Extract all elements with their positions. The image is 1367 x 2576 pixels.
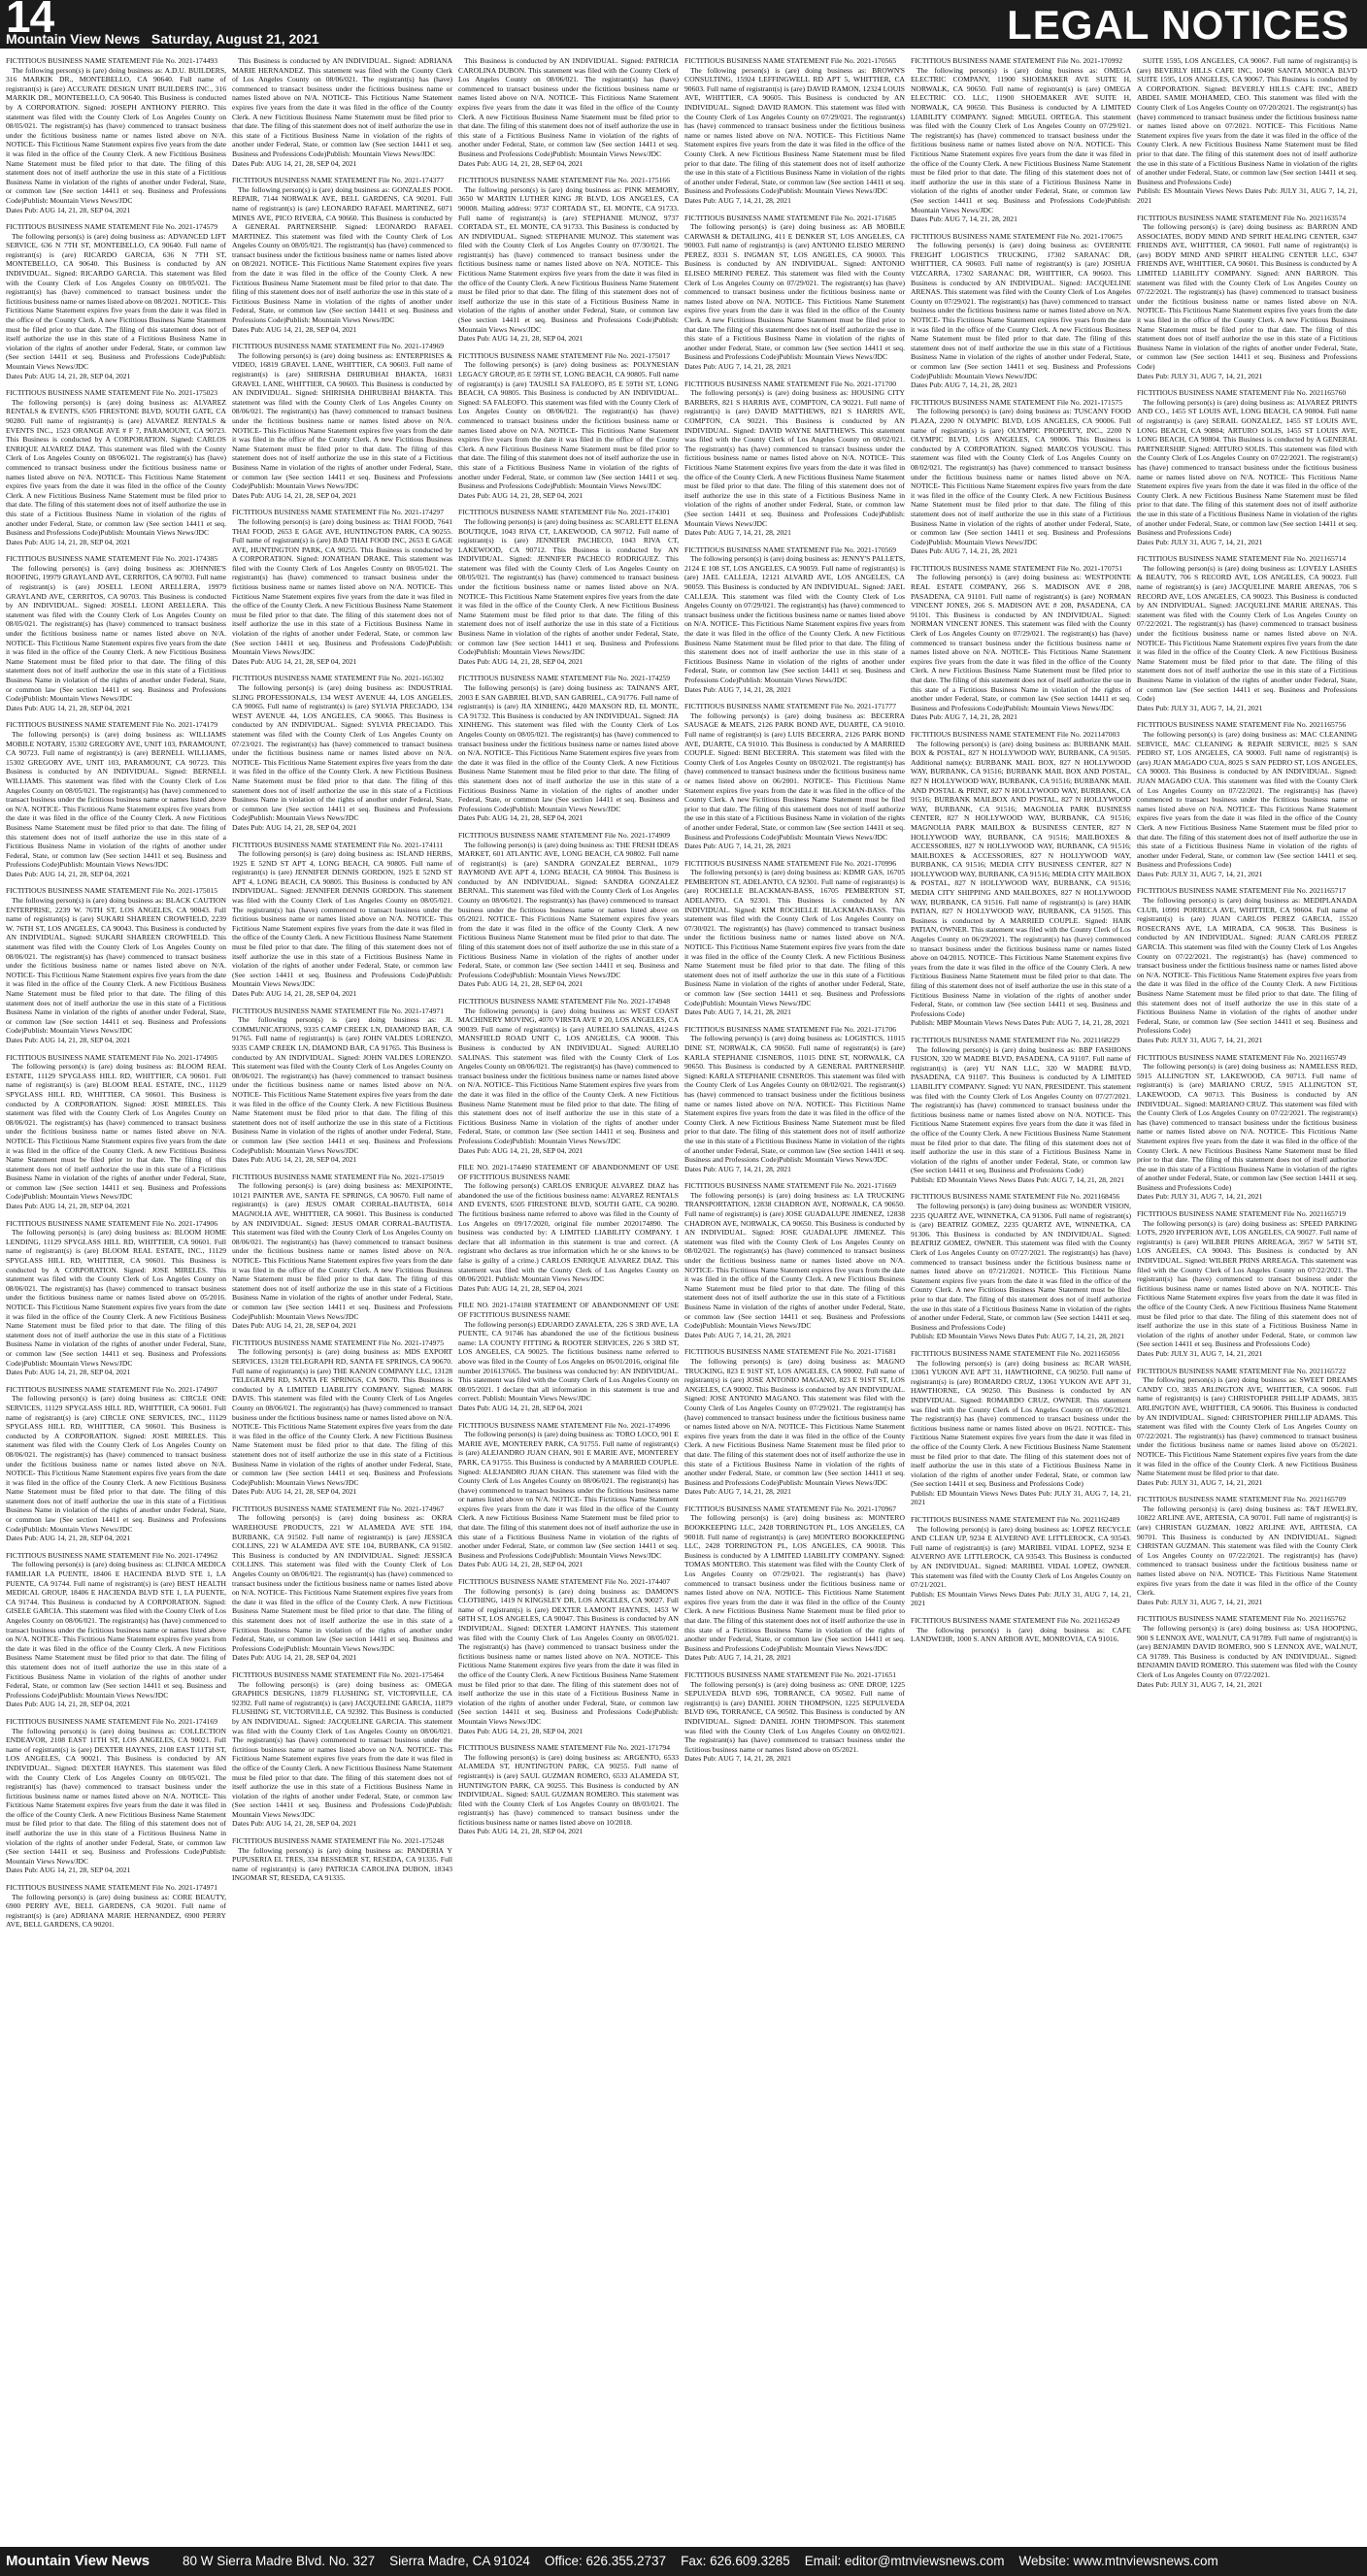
notice-heading: FICTITIOUS BUSINESS NAME STATEMENT File No. 2021165717 xyxy=(1137,886,1347,896)
legal-notice xyxy=(684,859,905,1017)
notice-body: The following person(s) is (are) doing business as: MAGNO TRUCKING, 823 E 91ST ST, LOS ANGELES, CA 90002. Full name of registrant(s) is (are) JOSE ANTONIO MAGANO, 823 E 91ST ST, LOS ANGELES, CA 90002. This Business is conducted by AN INDIVIDUAL. Signed: JOSE ANTONIO MAGANO. This statement was filed with the County Clerk of Los Angeles County on 07/29/021. The registrant(s) has (have) commenced to transact business under the fictitious business name or names listed above on N/A. NOTICE- This Fictitious Name Statement expires five years from the date it was filed in the office of the County Clerk. A new Fictitious Business Name Statement must be filed prior to that date. The filing of this statement does not of itself authorize the use in this state of a Fictitious Business Name in violation of the rights of another under Federal, State, or common law (See section 14411 et seq. Business and Professions Code)Publish: Mountain Views News/JDC xyxy=(684,1356,905,1487)
notice-body: The following person(s) is (are) doing business as: T&T JEWELRY, 10822 ARLINE AVE, ARTESIA, CA 90701. Full name of registrant(s) is (are) CHRISTAN GUZMAN, 10822 ARLINE AVE, ARTESIA, CA 90701. This Business is conducted by AN INDIVIDUAL. Signed: CHRISTAN GUZMAN. This statement was filed with the County Clerk of Los Angeles County on 07/22/2021. The registrant(s) has (have) commenced to transact business under the fictitious business name or names listed above on N/A. NOTICE- This Fictitious Name Statement expires five years from the date it was filed in the office of the County Clerk. xyxy=(1137,1503,1357,1598)
legal-notice xyxy=(232,1836,452,1883)
legal-notice xyxy=(6,1717,226,1875)
notice-body: The following person(s) is (are) doing business as: ARGENTO, 6533 ALAMEDA ST, HUNTINGTON PARK, CA 90255. Full name of registrant(s) is (are) SAUL GUZMAN ROMERO, 6533 ALAMEDA ST, HUNTINGTON PARK, CA 90255. This Business is conducted by AN INDIVIDUAL. Signed: SAUL GUZMAN ROMERO. This statement was filed with the County Clerk of Los Angeles County on 08/03/021. The registrant(s) has (have) commenced to transact business under the fictitious business name or names listed above on 10/2018. xyxy=(458,1752,679,1827)
notice-body: The following person(s) is (are) doing business as: MONTERO BOOKKEEPING LLC, 2428 TORRINGTON PL, LOS ANGELES, CA 90018. Full name of registrant(s) is (are) MONTERO BOOKKEEPING LLC, 2428 TORRINGTON PL, LOS ANGELES, CA 90018. This Business is conducted by A LIMITED LIABILITY COMPANY. Signed: TOMAS MONTERO. This statement was filed with the County Clerk of Los Angeles County on 07/29/021. The registrant(s) has (have) commenced to transact business under the fictitious business name or names listed above on N/A. NOTICE- This Fictitious Name Statement expires five years from the date it was filed in the office of the County Clerk. A new Fictitious Business Name Statement must be filed prior to that date. The filing of this statement does not of itself authorize the use in this state of a Fictitious Business Name in violation of the rights of another under Federal, State, or common law (See section 14411 et seq. Business and Professions Code)Publish: Mountain Views News/JDC xyxy=(684,1513,905,1653)
notice-heading: FICTITIOUS BUSINESS NAME STATEMENT File No. 2021-175019 xyxy=(232,1172,445,1181)
notice-column xyxy=(232,56,452,2543)
legal-notice xyxy=(6,720,226,878)
legal-notice xyxy=(684,214,905,372)
footer-contact xyxy=(183,2553,1218,2570)
notice-publication-dates: Dates Pub: AUG 14, 21, 28, SEP 04, 2021 xyxy=(6,1700,131,1709)
notice-column xyxy=(911,56,1131,2543)
notice-publication-dates: Dates Pub: AUG 14, 21, 28, SEP 04, 2021 xyxy=(232,1653,357,1663)
notice-publication-dates: Dates Pub: AUG 14, 21, 28, SEP 04, 2021 xyxy=(232,158,357,168)
notice-publication-dates: Publish: ED Mountain Views News Dates Pub: AUG 7, 14, 21, 28, 2021 xyxy=(911,1174,1125,1184)
notice-heading: FICTITIOUS BUSINESS NAME STATEMENT File No. 2021-171669 xyxy=(684,1181,897,1191)
notice-body: The following person(s) is (are) doing business as: JOHNNIE'S ROOFING, 19979 GRAYLAND AVE, CERRITOS, CA 90703. Full name of registrant(s) is (are) JOSELL LEONI ARELLERA, 19979 GRAYLAND AVE, CERRITOS, CA 90703. This Business is conducted by AN INDIVIDUAL. Signed: JOSELL LEONI ARELLERA. This statement was filed with the County Clerk of Los Angeles County on 08/05/021. The registrant(s) has (have) commenced to transact business under the fictitious business name or names listed above on N/A. NOTICE- This Fictitious Name Statement expires five years from the date it was filed in the office of the County Clerk. A new Fictitious Business Name Statement must be filed prior to that date. The filing of this statement does not of itself authorize the use in this state of a Fictitious Business Name in violation of the rights of another under Federal, State, or common law (See section 14411 et seq. Business and Professions Code)Publish: Mountain Views News/JDC xyxy=(6,563,226,704)
legal-notice xyxy=(684,702,905,851)
notice-heading: FICTITIOUS BUSINESS NAME STATEMENT File No. 2021-171794 xyxy=(458,1743,671,1753)
notice-heading: FICTITIOUS BUSINESS NAME STATEMENT File No. 2021-174297 xyxy=(232,508,445,517)
notice-body: The following person(s) is (are) doing business as: RCAR WASH, 13061 YUKON AVE APT 31, HAWTHORNE, CA 90250. Full name of registrant(s) is (are) ROMARDO CRUZ, 13061 YUKON AVE APT 31, HAWTHORNE, CA 90250. This Business is conducted by AN INDIVIDUAL. Signed: ROMARDO CRUZ, OWNER. This statement was filed with the County Clerk of Los Angeles County on 07/06/2021. The registrant(s) has (have) commenced to transact business under the fictitious business name or names listed above on 06/21. NOTICE- This Fictitious Name Statement expires five years from the date it was filed in the office of the County Clerk. A new Fictitious Business Name Statement must be filed prior to that date. The filing of this statement does not of itself authorize the use in this state of a Fictitious Business Name in violation of the rights of another under Federal, State, or common law (See section 14411 et seq. Business and Professions Code) xyxy=(911,1358,1131,1489)
notice-heading: FICTITIOUS BUSINESS NAME STATEMENT File No. 2021-174975 xyxy=(232,1338,445,1347)
notice-body: The following person(s) is (are) doing business as: DAMON'S CLOTHING, 1419 N KINGSLEY DR, LOS ANGELES, CA 90027. Full name of registrant(s) is (are) DEXTER LAMONT HAYNES, 1453 W 68TH ST, LOS ANGELES, CA 90047. This Business is conducted by AN INDIVIDUAL. Signed: DEXTER LAMONT HAYNES. This statement was filed with the County Clerk of Los Angeles County on 08/05/021. The registrant(s) has (have) commenced to transact business under the fictitious business name or names listed above on N/A. NOTICE- This Fictitious Name Statement expires five years from the date it was filed in the office of the County Clerk. A new Fictitious Business Name Statement must be filed prior to that date. The filing of this statement does not of itself authorize the use in this state of a Fictitious Business Name in violation of the rights of another under Federal, State, or common law (See section 14411 et seq. Business and Professions Code)Publish: Mountain Views News/JDC xyxy=(458,1586,679,1726)
section-title: LEGAL NOTICES xyxy=(1007,2,1350,48)
legal-notice xyxy=(232,1504,452,1663)
legal-notice xyxy=(684,56,905,206)
legal-notice xyxy=(911,1349,1131,1507)
notice-heading: FILE NO. 2021-174188 STATEMENT OF ABANDONMENT OF USE OF FICTITIOUS BUSINESS NAME xyxy=(458,1301,679,1319)
notice-body: The following person(s) is (are) doing business as: COLLECTION ENDEAVOR, 2108 EAST 11TH ST, LOS ANGELES, CA 90021. Full name of registrant(s) is (are) DEXTER HAYNES, 2108 EAST 11TH ST, LOS ANGELES, CA 90021. This Business is conducted by AN INDIVIDUAL. Signed: DEXTER HAYNES. This statement was filed with the County Clerk of Los Angeles County on 08/05/021. The registrant(s) has (have) commenced to transact business under the fictitious business name or names listed above on N/A. NOTICE- This Fictitious Name Statement expires five years from the date it was filed in the office of the County Clerk. A new Fictitious Business Name Statement must be filed prior to that date. The filing of this statement does not of itself authorize the use in this state of a Fictitious Business Name in violation of the rights of another under Federal, State, or common law (See section 14411 et seq. Business and Professions Code)Publish: Mountain Views News/JDC xyxy=(6,1726,226,1866)
legal-notice xyxy=(458,1301,679,1412)
notice-body: The following person(s) is (are) doing business as: WESTPOINTE REAL ESTATE COMPANY, 266 S. MADISON AVE # 208, PASADENA, CA 91101. Full name of registrant(s) is (are) NORMAN VINCENT JONES, 266 S. MADISON AVE # 208, PASADENA, CA 91101. This Business is conducted by AN INDIVIDUAL. Signed: NORMAN VINCENT JONES. This statement was filed with the County Clerk of Los Angeles County on 07/29/021. The registrant(s) has (have) commenced to transact business under the fictitious business name or names listed above on N/A. NOTICE- This Fictitious Name Statement expires five years from the date it was filed in the office of the County Clerk. A new Fictitious Business Name Statement must be filed prior to that date. The filing of this statement does not of itself authorize the use in this state of a Fictitious Business Name in violation of the rights of another under Federal, State, or common law (See section 14411 et seq. Business and Professions Code)Publish: Mountain Views News/JDC xyxy=(911,573,1131,712)
notice-publication-dates: Dates Pub: JULY 31, AUG 7, 14, 21, 2021 xyxy=(1137,1348,1263,1358)
legal-notice xyxy=(6,56,226,215)
legal-notice xyxy=(911,398,1131,556)
notice-publication-dates: Publish: ES Mountain Views News Dates Pub: JULY 31, AUG 7, 14, 21, 2021 xyxy=(1137,186,1357,205)
issue-date: Saturday, August 21, 2021 xyxy=(150,31,319,47)
notice-heading: FICTITIOUS BUSINESS NAME STATEMENT File No. 2021165756 xyxy=(1137,720,1347,730)
legal-notice xyxy=(6,1219,226,1377)
legal-notice xyxy=(1137,214,1357,381)
notice-heading: FICTITIOUS BUSINESS NAME STATEMENT File No. 2021-174906 xyxy=(6,1218,218,1228)
notice-publication-dates: Dates Pub: JULY 31, AUG 7, 14, 21, 2021 xyxy=(1137,703,1263,712)
legal-notice xyxy=(684,1181,905,1339)
notice-heading: FICTITIOUS BUSINESS NAME STATEMENT File No. 2021-170996 xyxy=(684,858,897,868)
notice-body: The following person(s) is (are) doing business as: PANDERIA Y PUPUSERIA EL TRES, 334 BESSEMER ST, RESEDA, CA 91335. Full name of registrant(s) is (are) PATRICIA CAROLINA DUBON, 18343 INGOMAR ST, RESEDA, CA 91335. xyxy=(232,1845,452,1883)
notice-publication-dates: Dates Pub: JULY 31, AUG 7, 14, 21, 2021 xyxy=(1137,537,1263,546)
notice-publication-dates: Dates Pub: AUG 14, 21, 28, SEP 04, 2021 xyxy=(6,1368,131,1377)
notice-publication-dates: Dates Pub: JULY 31, AUG 7, 14, 21, 2021 xyxy=(1137,1035,1263,1044)
notice-heading: FICTITIOUS BUSINESS NAME STATEMENT File No. 2021-174111 xyxy=(232,840,444,849)
notice-publication-dates: Dates Pub: AUG 14, 21, 28, SEP 04, 2021 xyxy=(458,1827,583,1836)
notice-publication-dates: Dates Pub: AUG 7, 14, 21, 28, 2021 xyxy=(911,712,1017,722)
notice-body: The following person(s) is (are) doing business as: WILLIAMS MOBILE NOTARY, 15302 GREGORY AVE, UNIT 103, PARAMOUNT, CA 90723. Full name of registrant(s) is (are) BERNELL WILLIAMS, 15302 GREGORY AVE, UNIT 103, PARAMOUNT, CA 90723. This Business is conducted by AN INDIVIDUAL. Signed: BERNELL WILLIAMS. This statement was filed with the County Clerk of Los Angeles County on 08/05/021. The registrant(s) has (have) commenced to transact business under the fictitious business name or names listed above on N/A. NOTICE- This Fictitious Name Statement expires five years from the date it was filed in the office of the County Clerk. A new Fictitious Business Name Statement must be filed prior to that date. The filing of this statement does not of itself authorize the use in this state of a Fictitious Business Name in violation of the rights of another under Federal, State, or common law (See section 14411 et seq. Business and Professions Code)Publish: Mountain Views News/JDC xyxy=(6,729,226,870)
notice-body: The following person(s) is (are) doing business as: ALVAREZ RENTALS & EVENTS, 6505 FIRESTONE BLVD, SOUTH GATE, CA 90280. Full name of registrant(s) is (are) ALVAREZ RENTALS & EVENTS INC., 1523 ORANGE AVE # F 7, PARAMOUNT, CA 90723. This Business is conducted by A CORPORATION. Signed: CARLOS ENRIQUE ALVAREZ DIAZ. This statement was filed with the County Clerk of Los Angeles County on 08/06/021. The registrant(s) has (have) commenced to transact business under the fictitious business name or names listed above on N/A. NOTICE- This Fictitious Name Statement expires five years from the date it was filed in the office of the County Clerk. A new Fictitious Business Name Statement must be filed prior to that date. The filing of this statement does not of itself authorize the use in this state of a Fictitious Business Name in violation of the rights of another under Federal, State, or common law (See section 14411 et seq. Business and Professions Code)Publish: Mountain Views News/JDC xyxy=(6,397,226,538)
notice-heading: FICTITIOUS BUSINESS NAME STATEMENT File No. 2021-170675 xyxy=(911,231,1123,241)
notice-body: The following person(s) is (are) doing business as: LOVELY LASHES & BEAUTY, 706 S RECORD AVE, LOS ANGELES, CA 90023. Full name of registrant(s) is (are) JACQUELINE MARIE ARENAS, 706 S RECORD AVE, LOS ANGELES, CA 90023. This Business is conducted by AN INDIVIDUAL. Signed: JACQUELINE MARIE ARENAS. This statement was filed with the County Clerk of Los Angeles County on 07/22/2021. The registrant(s) has (have) commenced to transact business under the fictitious business name or names listed above on N/A. NOTICE- This Fictitious Name Statement expires five years from the date it was filed in the office of the County Clerk. A new Fictitious Business Name Statement must be filed prior to that date. The filing of this statement does not of itself authorize the use in this state of a Fictitious Business Name in violation of the rights of another under Federal, State, or common law (See section 14411 et seq. Business and Professions Code) xyxy=(1137,563,1357,704)
notice-heading: FICTITIOUS BUSINESS NAME STATEMENT File No. 2021-174377 xyxy=(232,176,445,185)
notice-body: The following person(s) is (are) doing business as: BARRON AND ASSOCIATES, BODY MIND AND SPIRIT HEALING CENTER, 6347 FRIENDS AVE, WHITTIER, CA 90601. Full name of registrant(s) is (are) BODY MIND AND SPIRIT HEALING CENTER LLC, 6347 FRIENDS AVE, WHITTIER, CA 90601. This Business is conducted by A LIMITED LIABILITY COMPANY. Signed: ANN BARRON. This statement was filed with the County Clerk of Los Angeles County on 07/22/2021. The registrant(s) has (have) commenced to transact business under the fictitious business name or names listed above on N/A. NOTICE- This Fictitious Name Statement expires five years from the date it was filed in the office of the County Clerk. A new Fictitious Business Name Statement must be filed prior to that date. The filing of this statement does not of itself authorize the use in this state of a Fictitious Business Name in violation of the rights of another under Federal, State, or common law (See section 14411 et seq. Business and Professions Code) xyxy=(1137,222,1357,371)
notice-heading: FICTITIOUS BUSINESS NAME STATEMENT File No. 2021-171575 xyxy=(911,397,1123,407)
legal-notice xyxy=(232,1172,452,1331)
notice-publication-dates: Dates Pub: AUG 14, 21, 28, SEP 04, 2021 xyxy=(458,656,583,666)
notice-body: The following person(s) is (are) doing business as: ISLAND HERBS, 1925 E 52ND ST APT 4, LONG BEACH, CA 90805. Full name of registrant(s) is (are) JENNIFER DENNIS GORDON, 1925 E 52ND ST APT 4, LONG BEACH, CA 90805. This Business is conducted by AN INDIVIDUAL. Signed: JENNIFER DENNIS GORDON. This statement was filed with the County Clerk of Los Angeles County on 08/05/021. The registrant(s) has (have) commenced to transact business under the fictitious business name or names listed above on N/A. NOTICE- This Fictitious Name Statement expires five years from the date it was filed in the office of the County Clerk. A new Fictitious Business Name Statement must be filed prior to that date. The filing of this statement does not of itself authorize the use in this state of a Fictitious Business Name in violation of the rights of another under Federal, State, or common law (See section 14411 et seq. Business and Professions Code)Publish: Mountain Views News/JDC xyxy=(232,849,452,989)
notice-column xyxy=(684,56,905,2543)
notice-body: The following person(s) is (are) doing business as: BURBANK MAIL BOX & POSTAL, 827 N HOLLYWOOD WAY, BURBANK, CA 91505. Additional name(s): BURBANK MAIL BOX, 827 N HOLLYWOOD WAY, BURBANK, CA 91516; BURBANK MAIL BOX AND POSTAL, 827 N HOLLYWOOD WAY, BURBANK, CA 91516; BURBANK MAIL AND POSTAL & PRINT, 827 N HOLLYWOOD WAY, BURBANK, CA 91516; BURBANK MAILBOX AND POSTAL, 827 N HOLLYWOOD WAY, BURBANK, CA 91516; MAGNOLIA PARK BUSINESS CENTER, 827 N HOLLYWOOD WAY, BURBANK, CA 91516; MAGNOLIA PARK MAILBOX & BUSINESS CENTER, 827 N HOLLYWOOD WAY, BURBANK, CA 91516; MAILBOXES & ACCESSORIES, 827 N HOLLYWOOD WAY, BURBANK, CA 91516; MAILBOXES & ACCESSORIES, 827 N HOLLYWOOD WAY, BURBANK, CA 91516; MEDIA CITY BUSINESS CENTER, 827 N HOLLYWOOD WAY, BURBANK, CA 91516; MEDIA CITY MAILBOX & POSTAL, 827 N HOLLYWOOD WAY, BURBANK, CA 91516; MEDIA CITY SHIPPING AND MAILBOXES, 827 N HOLLYWOOD WAY, BURBANK, CA 91516. Full name of registrant(s) is (are) HAIK PATIAN, 827 N HOLLYWOOD WAY, BURBANK, CA 91505. This Business is conducted by A MARRIED COUPLE. Signed: HAIK PATIAN, OWNER. This statement was filed with the County Clerk of Los Angeles County on 06/29/2021. The registrant(s) has (have) commenced to transact business under the fictitious business name or names listed above on 04/2015. NOTICE- This Fictitious Name Statement expires five years from the date it was filed in the office of the County Clerk. A new Fictitious Business Name Statement must be filed prior to that date. The filing of this statement does not of itself authorize the use in this state of a Fictitious Business Name in violation of the rights of another under Federal, State, or common law (See section 14411 et seq. Business and Professions Code) xyxy=(911,739,1131,1018)
notice-heading: FICTITIOUS BUSINESS NAME STATEMENT File No. 2021-174179 xyxy=(6,720,218,730)
notice-body: The following person(s) is (are) doing business as: LA TRUCKING TRANSPORTATION, 12838 CHADRON AVE, NORWALK, CA 90650. Full name of registrant(s) is (are) JOSE GUADALUPE JIMENEZ, 12838 CHADRON AVE, NORWALK, CA 90650. This Business is conducted by AN INDIVIDUAL. Signed: JOSE GUADALUPE JIMENEZ. This statement was filed with the County Clerk of Los Angeles County on 08/02/021. The registrant(s) has (have) commenced to transact business under the fictitious business name or names listed above on N/A. NOTICE- This Fictitious Name Statement expires five years from the date it was filed in the office of the County Clerk. A new Fictitious Business Name Statement must be filed prior to that date. The filing of this statement does not of itself authorize the use in this state of a Fictitious Business Name in violation of the rights of another under Federal, State, or common law (See section 14411 et seq. Business and Professions Code)Publish: Mountain Views News/JDC xyxy=(684,1190,905,1331)
legal-notice xyxy=(911,1616,1131,1644)
notice-body: The following person(s) is (are) doing business as: HOUSING CITY BARBERS, 821 S HARRIS AVE, COMPTON, CA 90221. Full name of registrant(s) is (are) DAVID MATTHEWS, 821 S HARRIS AVE, COMPTON, CA 90221. This Business is conducted by AN INDIVIDUAL. Signed: DAVID WAYNE MATTHEWS. This statement was filed with the County Clerk of Los Angeles County on 08/02/021. The registrant(s) has (have) commenced to transact business under the fictitious business name or names listed above on N/A. NOTICE- This Fictitious Name Statement expires five years from the date it was filed in the office of the County Clerk. A new Fictitious Business Name Statement must be filed prior to that date. The filing of this statement does not of itself authorize the use in this state of a Fictitious Business Name in violation of the rights of another under Federal, State, or common law (See section 14411 et seq. Business and Professions Code)Publish: Mountain Views News/JDC xyxy=(684,388,905,528)
legal-notice xyxy=(232,1338,452,1497)
notice-body: The following person(s) is (are) doing business as: OVERNITE FREIGHT LOGISTICS TRUCKING, 17302 SARANAC DR, WHITTIER, CA 90603. Full name of registrant(s) is (are) JOSHUA VIZCARRA, 17302 SARANAC DR, WHITTIER, CA 90603. This Business is conducted by AN INDIVIDUAL. Signed: JACQUELINE ARENAS. This statement was filed with the County Clerk of Los Angeles County on 07/29/021. The registrant(s) has (have) commenced to transact business under the fictitious business name or names listed above on N/A. NOTICE- This Fictitious Name Statement expires five years from the date it was filed in the office of the County Clerk. A new Fictitious Business Name Statement must be filed prior to that date. The filing of this statement does not of itself authorize the use in this state of a Fictitious Business Name in violation of the rights of another under Federal, State, or common law (See section 14411 et seq. Business and Professions Code)Publish: Mountain Views News/JDC xyxy=(911,241,1131,380)
legal-notice xyxy=(458,56,679,168)
legal-notice xyxy=(684,1025,905,1174)
notice-heading: FICTITIOUS BUSINESS NAME STATEMENT File No. 2021-175023 xyxy=(6,388,218,398)
notice-body: This Business is conducted by AN INDIVIDUAL. Signed: PATRICIA CAROLINA DUBON. This statement was filed with the County Clerk of Los Angeles County on 08/06/021. The registrant(s) has (have) commenced to transact business under the fictitious business name or names listed above on N/A. NOTICE- This Fictitious Name Statement expires five years from the date it was filed in the office of the County Clerk. A new Fictitious Business Name Statement must be filed prior to that date. The filing of this statement does not of itself authorize the use in this state of a Fictitious Business Name in violation of the rights of another under Federal, State, or common law (See section 14411 et seq. Business and Professions Code)Publish: Mountain Views News/JDC xyxy=(458,56,679,158)
notice-heading: FICTITIOUS BUSINESS NAME STATEMENT File No. 2021-170565 xyxy=(684,56,897,65)
notice-heading: FICTITIOUS BUSINESS NAME STATEMENT File No. 2021-171700 xyxy=(684,379,897,388)
legal-notice xyxy=(6,1053,226,1211)
notice-publication-dates: Publish: ES Mountain Views News Dates Pub: JULY 31, AUG 7, 14, 21, 2021 xyxy=(911,1589,1131,1608)
header-paper-date xyxy=(6,32,319,47)
legal-notice xyxy=(6,1385,226,1543)
notice-publication-dates: Dates Pub: AUG 14, 21, 28, SEP 04, 2021 xyxy=(458,334,583,344)
notice-heading: FICTITIOUS BUSINESS NAME STATEMENT File No. 2021-174259 xyxy=(458,674,671,683)
notice-publication-dates: Dates Pub: AUG 14, 21, 28, SEP 04, 2021 xyxy=(458,1145,583,1155)
notice-heading: FICTITIOUS BUSINESS NAME STATEMENT File No. 2021-175248 xyxy=(232,1836,445,1846)
notice-publication-dates: Dates Pub: AUG 7, 14, 21, 28, 2021 xyxy=(684,528,791,538)
legal-notice xyxy=(232,841,452,999)
legal-notice xyxy=(458,1421,679,1570)
notice-heading: FICTITIOUS BUSINESS NAME STATEMENT File No. 2021-174905 xyxy=(6,1052,218,1062)
notice-body: The following person(s) is (are) doing business as: JENNY'S PALLETS, 2124 E 108 ST, LOS ANGELES, CA 90059. Full name of registrant(s) is (are) JAEL CALLEJA, 12121 ALVARD AVE, LOS ANGELES, CA 90059. This Business is conducted by AN INDIVIDUAL. Signed: JAEL CALLEJA. This statement was filed with the County Clerk of Los Angeles County on 07/29/021. The registrant(s) has (have) commenced to transact business under the fictitious business name or names listed above on N/A. NOTICE- This Fictitious Name Statement expires five years from the date it was filed in the office of the County Clerk. A new Fictitious Business Name Statement must be filed prior to that date. The filing of this statement does not of itself authorize the use in this state of a Fictitious Business Name in violation of the rights of another under Federal, State, or common law (See section 14411 et seq. Business and Professions Code)Publish: Mountain Views News/JDC xyxy=(684,554,905,684)
legal-notice xyxy=(911,232,1131,390)
notice-heading: FICTITIOUS BUSINESS NAME STATEMENT File No. 2021165760 xyxy=(1137,388,1347,398)
notice-body: The following person(s) is (are) doing business as: ADVANCED LIFT SERVICE, 636 N 7TH ST, MONTEBELLO, CA 90640. Full name of registrant(s) is (are) RICARDO GARCIA, 636 N 7TH ST, MONTEBELLO, CA 90640. This Business is conducted by AN INDIVIDUAL. Signed: RICARDO GARCIA. This statement was filed with the County Clerk of Los Angeles County on 08/05/021. The registrant(s) has (have) commenced to transact business under the fictitious business name or names listed above on 08/2021. NOTICE- This Fictitious Name Statement expires five years from the date it was filed in the office of the County Clerk. A new Fictitious Business Name Statement must be filed prior to that date. The filing of this statement does not of itself authorize the use in this state of a Fictitious Business Name in violation of the rights of another under Federal, State, or common law (See section 14411 et seq. Business and Professions Code)Publish: Mountain Views News/JDC xyxy=(6,231,226,371)
page-number: 14 xyxy=(6,0,54,42)
notice-publication-dates: Dates Pub: AUG 14, 21, 28, SEP 04, 2021 xyxy=(232,822,357,832)
legal-notice xyxy=(911,1036,1131,1185)
page-header xyxy=(0,0,1367,49)
notice-publication-dates: Dates Pub: JULY 31, AUG 7, 14, 21, 2021 xyxy=(1137,1477,1263,1487)
notice-body: The following person(s) is (are) doing business as: ONE DROP, 1225 SEPULVEDA BLVD 696, TORRANCE, CA 90502. Full name of registrant(s) is (are) DANIEL JOHN THOMPSON, 1225 SEPULVEDA BLVD 696, TORRANCE, CA 90502. This Business is conducted by AN INDIVIDUAL. Signed: DANIEL JOHN THOMPSON. This statement was filed with the County Clerk of Los Angeles County on 08/02/021. The registrant(s) has (have) commenced to transact business under the fictitious business name or names listed above on 05/2021. xyxy=(684,1679,905,1754)
notice-body: The following person(s) is (are) doing business as: CORE BEAUTY, 6900 PERRY AVE, BELL GARDENS, CA 90201. Full name of registrant(s) is (are) ADRIANA MARIE HERNANDEZ, 6900 PERRY AVE, BELL GARDENS, CA 90201. xyxy=(6,1892,226,1930)
footer-address: 80 W Sierra Madre Blvd. No. 327 xyxy=(183,2554,376,2568)
notice-body: SUITE 1595, LOS ANGELES, CA 90067. Full name of registrant(s) is (are) BEVERLY HILLS CAFE INC, 10490 SANTA MONICA BLVD SUITE 1595, LOS ANGELES, CA 90067. This Business is conducted by A CORPORATION. Signed: BEVERLY HILLS CAFE INC, ABED ABDEL SAMIE MOHAMED, CEO. This statement was filed with the County Clerk of Los Angeles County on 07/20/2021. The registrant(s) has (have) commenced to transact business under the fictitious business name or names listed above on 07/2021. NOTICE- This Fictitious Name Statement expires five years from the date it was filed in the office of the County Clerk. A new Fictitious Business Name Statement must be filed prior to that date. The filing of this statement does not of itself authorize the use in this state of a Fictitious Business Name in violation of the rights of another under Federal, State, or common law (See section 14411 et seq. Business and Professions Code) xyxy=(1137,56,1357,186)
notice-heading: FICTITIOUS BUSINESS NAME STATEMENT File No. 2021-171651 xyxy=(684,1669,897,1679)
notice-body: The following person(s) is (are) doing business as: LOPEZ RECYCLE AND CLEAN UP, 9234 E ALVERNO AVE LITTLEROCK, CA 93543. Full name of registrant(s) is (are) MARIBEL VIDAL LOPEZ, 9234 E ALVERNO AVE LITTLEROCK, CA 93543. This Business is conducted by AN INDIVIDUAL. Signed: MARIBEL VIDAL LOPEZ, OWNER. This statement was filed with the County Clerk of Los Angeles County on 07/21/2021. xyxy=(911,1524,1131,1590)
notice-publication-dates: Dates Pub: AUG 7, 14, 21, 28, 2021 xyxy=(684,195,791,205)
notice-heading: FICTITIOUS BUSINESS NAME STATEMENT File No. 2021-174579 xyxy=(6,222,218,232)
notice-body: The following person(s) is (are) doing business as: MEDIPLANADA CLUB, 10991 PORRECA AVE, WHITTIER, CA 90604. Full name of registrant(s) is (are) JUAN CARLOS PEREZ GARCIA, 15520 ROSECRANS AVE, LA MIRADA, CA 90638. This Business is conducted by AN INDIVIDUAL. Signed: JUAN CARLOS PEREZ GARCIA. This statement was filed with the County Clerk of Los Angeles County on 07/22/2021. The registrant(s) has (have) commenced to transact business under the fictitious business name or names listed above on N/A. NOTICE- This Fictitious Name Statement expires five years from the date it was filed in the office of the County Clerk. A new Fictitious Business Name Statement must be filed prior to that date. The filing of this statement does not of itself authorize the use in this state of a Fictitious Business Name in violation of the rights of another under Federal, State, or common law (See section 14411 et seq. Business and Professions Code) xyxy=(1137,896,1357,1036)
notice-body: The following person(s) is (are) doing business as: THE FRESH IDEAS MARKET, 601 ATLANTIC AVE, LONG BEACH, CA 90802. Full name of registrant(s) is (are) SANDRA GONZALEZ BERNAL, 1079 RAYMOND AVE APT 4, LONG BEACH, CA 90804. This Business is conducted by AN INDIVIDUAL. Signed: SANDRA GONZALEZ BERNAL. This statement was filed with the County Clerk of Los Angeles County on 08/06/021. The registrant(s) has (have) commenced to transact business under the fictitious business name or names listed above on 05/2021. NOTICE- This Fictitious Name Statement expires five years from the date it was filed in the office of the County Clerk. A new Fictitious Business Name Statement must be filed prior to that date. The filing of this statement does not of itself authorize the use in this state of a Fictitious Business Name in violation of the rights of another under Federal, State, or common law (See section 14411 et seq. Business and Professions Code)Publish: Mountain Views News/JDC xyxy=(458,840,679,979)
footer-paper-name: Mountain View News xyxy=(6,2553,150,2569)
notice-publication-dates: Dates Pub: JULY 31, AUG 7, 14, 21, 2021 xyxy=(1137,371,1263,380)
legal-notice xyxy=(232,1670,452,1829)
footer-email[interactable]: Email: editor@mtnviewsnews.com xyxy=(804,2554,1005,2568)
notice-body: The following person(s) is (are) doing business as: SCARLETT ELENA BOUTIQUE, 1043 RIVA CT, LAKEWOOD, CA 90712. Full name of registrant(s) is (are) JENNIFER PACHECO, 1043 RIVA CT, LAKEWOOD, CA 90712. This Business is conducted by AN INDIVIDUAL. Signed: JENNIFER PACHECO RODRIGUEZ. This statement was filed with the County Clerk of Los Angeles County on 08/05/021. The registrant(s) has (have) commenced to transact business under the fictitious business name or names listed above on N/A. NOTICE- This Fictitious Name Statement expires five years from the date it was filed in the office of the County Clerk. A new Fictitious Business Name Statement must be filed prior to that date. The filing of this statement does not of itself authorize the use in this state of a Fictitious Business Name in violation of the rights of another under Federal, State, or common law (See section 14411 et seq. Business and Professions Code)Publish: Mountain Views News/JDC xyxy=(458,516,679,657)
notice-publication-dates: Dates Pub: AUG 14, 21, 28, SEP 04, 2021 xyxy=(6,1202,131,1211)
notice-publication-dates: Publish: ED Mountain Views News Dates Pub: JULY 31, AUG 7, 14, 21, 2021 xyxy=(911,1488,1131,1507)
legal-notice xyxy=(6,886,226,1044)
notice-body: The following person(s) is (are) doing business as: MAC CLEANING SERVICE, MAC CLEANING & REPAIR SERVICE, 8025 S SAN PEDRO ST, LOS ANGELES, CA 90003. Full name of registrant(s) is (are) JUAN MAGADO CUA, 8025 S SAN PEDRO ST, LOS ANGELES, CA 90003. This Business is conducted by AN INDIVIDUAL. Signed: JUAN MAGADO CUA. This statement was filed with the County Clerk of Los Angeles County on 07/22/2021. The registrant(s) has (have) commenced to transact business under the fictitious business name or names listed above on N/A. NOTICE- This Fictitious Name Statement expires five years from the date it was filed in the office of the County Clerk. A new Fictitious Business Name Statement must be filed prior to that date. The filing of this statement does not of itself authorize the use in this state of a Fictitious Business Name in violation of the rights of another under Federal, State, or common law (See section 14411 et seq. Business and Professions Code) xyxy=(1137,729,1357,870)
notice-heading: FICTITIOUS BUSINESS NAME STATEMENT File No. 2021-174385 xyxy=(6,554,218,564)
footer-fax: Fax: 626.609.3285 xyxy=(681,2554,790,2568)
legal-notice xyxy=(911,1515,1131,1608)
notice-publication-dates: Dates Pub: AUG 7, 14, 21, 28, 2021 xyxy=(684,1330,791,1339)
legal-notice xyxy=(6,1883,226,1930)
notice-heading: FICTITIOUS BUSINESS NAME STATEMENT File No. 2021163574 xyxy=(1137,213,1347,222)
notice-publication-dates: Dates Pub: AUG 14, 21, 28, SEP 04, 2021 xyxy=(6,869,131,878)
notice-body: The following person(s) is (are) doing business as: BLACK CAUTION ENTERPRISE, 2239 W. 76TH ST, LOS ANGELES, CA 90043. Full name of registrant(s) is (are) SUKARI SHAREEN CROWFIELD, 2239 W. 76TH ST, LOS ANGELES, CA 90043. This Business is conducted by AN INDIVIDUAL. Signed: SUKARI SHAREEN CROWFIELD. This statement was filed with the County Clerk of Los Angeles County on 08/06/021. The registrant(s) has (have) commenced to transact business under the fictitious business name or names listed above on N/A. NOTICE- This Fictitious Name Statement expires five years from the date it was filed in the office of the County Clerk. A new Fictitious Business Name Statement must be filed prior to that date. The filing of this statement does not of itself authorize the use in this state of a Fictitious Business Name in violation of the rights of another under Federal, State, or common law (See section 14411 et seq. Business and Professions Code)Publish: Mountain Views News/JDC xyxy=(6,896,226,1036)
legal-notice xyxy=(1137,1053,1357,1203)
notice-body: The following person(s) is (are) doing business as: SWEET DREAMS CANDY CO, 3835 ARLINGTON AVE, WHITTIER, CA 90606. Full name of registrant(s) is (are) CHRISTOPHER PHILLIP ADAMS, 3835 ARLINGTON AVE, WHITTIER, CA 90606. This Business is conducted by AN INDIVIDUAL. Signed: CHRISTOPHER PHILLIP ADAMS. This statement was filed with the County Clerk of Los Angeles County on 07/22/2021. The registrant(s) has (have) commenced to transact business under the fictitious business name or names listed above on 05/2021. NOTICE- This Fictitious Name Statement expires five years from the date it was filed in the office of the County Clerk. A new Fictitious Business Name Statement must be filed prior to that date. xyxy=(1137,1375,1357,1478)
notice-heading: FICTITIOUS BUSINESS NAME STATEMENT File No. 2021168229 xyxy=(911,1035,1120,1044)
notice-body: The following person(s) is (are) doing business as: INDUSTRIAL SLING PROFESSIONALS, 134 WEST AVENUE 44, LOS ANGELES, CA 90065. Full name of registrant(s) is (are) SYLVIA PRECIADO, 134 WEST AVENUE 44, LOS ANGELES, CA 90065. This Business is conducted by AN INDIVIDUAL. Signed: SYLVIA PRECIADO. This statement was filed with the County Clerk of Los Angeles County on 07/23/021. The registrant(s) has (have) commenced to transact business under the fictitious business name or names listed above on N/A. NOTICE- This Fictitious Name Statement expires five years from the date it was filed in the office of the County Clerk. A new Fictitious Business Name Statement must be filed prior to that date. The filing of this statement does not of itself authorize the use in this state of a Fictitious Business Name in violation of the rights of another under Federal, State, or common law (See section 14411 et seq. Business and Professions Code)Publish: Mountain Views News/JDC xyxy=(232,683,452,823)
legal-notice xyxy=(1137,56,1357,206)
notice-publication-dates: Dates Pub: AUG 7, 14, 21, 28, 2021 xyxy=(911,380,1017,390)
notice-publication-dates: Dates Pub: AUG 14, 21, 28, SEP 04, 2021 xyxy=(458,1560,583,1569)
legal-notice xyxy=(232,1007,452,1165)
notice-heading: FILE NO. 2021-174490 STATEMENT OF ABANDONMENT OF USE OF FICTITIOUS BUSINESS NAME xyxy=(458,1163,679,1181)
notice-body: The following person(s) is (are) doing business as: BROWN'S CONSULTING, 15924 LEFFINGWELL RD APT 5, WHITTIER, CA 90603. Full name of registrant(s) is (are) DAVID RAMON, 12324 LOUIS AVE, WHITTIER, CA 90605. This Business is conducted by AN INDIVIDUAL. Signed: DAVID RAMON. This statement was filed with the County Clerk of Los Angeles County on 07/29/021. The registrant(s) has (have) commenced to transact business under the fictitious business name or names listed above on N/A. NOTICE- This Fictitious Name Statement expires five years from the date it was filed in the office of the County Clerk. A new Fictitious Business Name Statement must be filed prior to that date. The filing of this statement does not of itself authorize the use in this state of a Fictitious Business Name in violation of the rights of another under Federal, State, or common law (See section 14411 et seq. Business and Professions Code)Publish: Mountain Views News/JDC xyxy=(684,65,905,196)
notice-heading: FICTITIOUS BUSINESS NAME STATEMENT File No. 2021-174996 xyxy=(458,1420,671,1430)
notice-heading: FICTITIOUS BUSINESS NAME STATEMENT File No. 2021-165302 xyxy=(232,674,445,683)
notice-body: The following person(s) is (are) doing business as: SPEED PARKING LOTS, 2920 HYPERION AVE, LOS ANGELES, CA 90027. Full name of registrant(s) is (are) WILBER PRINS ARREAGA, 3957 W 54TH ST, LOS ANGELES, CA 90043. This Business is conducted by AN INDIVIDUAL. Signed: WILBER PRINS ARREAGA. This statement was filed with the County Clerk of Los Angeles County on 07/22/2021. The registrant(s) has (have) commenced to transact business under the fictitious business name or names listed above on N/A. NOTICE- This Fictitious Name Statement expires five years from the date it was filed in the office of the County Clerk. A new Fictitious Business Name Statement must be filed prior to that date. The filing of this statement does not of itself authorize the use in this state of a Fictitious Business Name in violation of the rights of another under Federal, State, or common law (See section 14411 et seq. Business and Professions Code) xyxy=(1137,1218,1357,1349)
notice-body: The following person(s) is (are) doing business as: BLOOM HOME LENDING, 11129 SPYGLASS HILL RD, WHITTIER, CA 90601. Full name of registrant(s) is (are) BLOOM REAL ESTATE, INC., 11129 SPYGLASS HILL RD, WHITTIER, CA 90601. This Business is conducted by A CORPORATION. Signed: JOSE MIRELES. This statement was filed with the County Clerk of Los Angeles County on 08/06/021. The registrant(s) has (have) commenced to transact business under the fictitious business name or names listed above on 05/2016. NOTICE- This Fictitious Name Statement expires five years from the date it was filed in the office of the County Clerk. A new Fictitious Business Name Statement must be filed prior to that date. The filing of this statement does not of itself authorize the use in this state of a Fictitious Business Name in violation of the rights of another under Federal, State, or common law (See section 14411 et seq. Business and Professions Code)Publish: Mountain Views News/JDC xyxy=(6,1228,226,1368)
legal-notice xyxy=(232,342,452,500)
legal-notice xyxy=(458,1577,679,1735)
notice-body: The following person(s) is (are) doing business as: ENTERPRISES & VIDEO, 16819 GRAVEL LANE, WHITTIER, CA 90603. Full name of registrant(s) is (are) SHIRISHA DHIRUBHAI BHAKTA, 16831 GRAVEL LANE, WHITTIER, CA 90603. This Business is conducted by AN INDIVIDUAL. Signed: SHIRISHA DHIRUBHAI BHAKTA. This statement was filed with the County Clerk of Los Angeles County on 08/06/021. The registrant(s) has (have) commenced to transact business under the fictitious business name or names listed above on N/A. NOTICE- This Fictitious Name Statement expires five years from the date it was filed in the office of the County Clerk. A new Fictitious Business Name Statement must be filed prior to that date. The filing of this statement does not of itself authorize the use in this state of a Fictitious Business Name in violation of the rights of another under Federal, State, or common law (See section 14411 et seq. Business and Professions Code)Publish: Mountain Views News/JDC xyxy=(232,350,452,491)
notice-publication-dates: Publish: MBP Mountain Views News Dates Pub: AUG 7, 14, 21, 28, 2021 xyxy=(911,1018,1130,1028)
notice-heading: FICTITIOUS BUSINESS NAME STATEMENT File No. 2021162489 xyxy=(911,1515,1120,1525)
notice-body: The following person(s) is (are) doing business as: BLOOM REAL ESTATE, 11129 SPYGLASS HILL RD, WHITTIER, CA 90601. Full name of registrant(s) is (are) BLOOM REAL ESTATE, INC., 11129 SPYGLASS HILL RD, WHITTIER, CA 90601. This Business is conducted by A CORPORATION. Signed: JOSE MIRELES. This statement was filed with the County Clerk of Los Angeles County on 08/06/021. The registrant(s) has (have) commenced to transact business under the fictitious business name or names listed above on N/A. NOTICE- This Fictitious Name Statement expires five years from the date it was filed in the office of the County Clerk. A new Fictitious Business Name Statement must be filed prior to that date. The filing of this statement does not of itself authorize the use in this state of a Fictitious Business Name in violation of the rights of another under Federal, State, or common law (See section 14411 et seq. Business and Professions Code)Publish: Mountain Views News/JDC xyxy=(6,1062,226,1202)
notice-publication-dates: Dates Pub: AUG 7, 14, 21, 28, 2021 xyxy=(684,362,791,371)
paper-name: Mountain View News xyxy=(6,31,141,47)
notice-publication-dates: Dates Pub: AUG 7, 14, 21, 28, 2021 xyxy=(684,1007,791,1017)
notice-columns xyxy=(6,56,1361,2543)
notice-body: The following person(s) EDUARDO ZAVALETA, 226 S 3RD AVE, LA PUENTE, CA 91746 has abandoned the use of the fictitious business name: LA COUNTY FITTING & ROOTER SERVICES, 226 S 3RD ST, LOS ANGELES, CA 90025. The fictitious business name referred to above was filed in the County of Los Angeles on 06/01/2016, original file number 2016137665. The business was conducted by: AN INDIVIDUAL. This statement was filed with the County Clerk of Los Angeles County on 08/05/2021. I declare that all information in this statement is true and correct. Publish: Mountain Views News/JDC xyxy=(458,1319,679,1404)
notice-body: The following person(s) is (are) doing business as: A.D.U. BUILDERS, 316 MARKIK DR., MONTEBELLO, CA 90640. Full name of registrant(s) is (are) ACCURATE DESIGN UNIT BUILDERS INC., 316 MARKIK DR., MONTEBELLO, CA 90640. This Business is conducted by A CORPORATION. Signed: JOSEPH ANTHONY PIERRO. This statement was filed with the County Clerk of Los Angeles County on 08/05/021. The registrant(s) has (have) commenced to transact business under the fictitious business name or names listed above on N/A. NOTICE- This Fictitious Name Statement expires five years from the date it was filed in the office of the County Clerk. A new Fictitious Business Name Statement must be filed prior to that date. The filing of this statement does not of itself authorize the use in this state of a Fictitious Business Name in violation of the rights of another under Federal, State, or common law (See section 14411 et seq. Business and Professions Code)Publish: Mountain Views News/JDC xyxy=(6,65,226,205)
notice-heading: FICTITIOUS BUSINESS NAME STATEMENT File No. 2021-170751 xyxy=(911,563,1123,573)
notice-body: The following person(s) is (are) doing business as: CIRCLE ONE SERVICES, 11129 SPYGLASS HILL RD, WHITTIER, CA 90601. Full name of registrant(s) is (are) CIRCLE ONE SERVICES, INC., 11129 SPYGLASS HILL RD, WHITTIER, CA 90601. This Business is conducted by A CORPORATION. Signed: JOSE MIRELES. This statement was filed with the County Clerk of Los Angeles County on 08/06/021. The registrant(s) has (have) commenced to transact business under the fictitious business name or names listed above on N/A. NOTICE- This Fictitious Name Statement expires five years from the date it was filed in the office of the County Clerk. A new Fictitious Business Name Statement must be filed prior to that date. The filing of this statement does not of itself authorize the use in this state of a Fictitious Business Name in violation of the rights of another under Federal, State, or common law (See section 14411 et seq. Business and Professions Code)Publish: Mountain Views News/JDC xyxy=(6,1394,226,1534)
notice-body: The following person(s) is (are) doing business as: PINK MEMORY, 3650 W MARTIN LUTHER KING JR BLVD, LOS ANGELES, CA 90008. Mailing address: 9737 CORTADA ST., EL MONTE, CA 91733. Full name of registrant(s) is (are) STEPHANIE MUNOZ, 9737 CORTADA ST., EL MONTE, CA 91733. This Business is conducted by AN INDIVIDUAL. Signed: STEPHANIE MUNOZ. This statement was filed with the County Clerk of Los Angeles County on 07/30/021. The registrant(s) has (have) commenced to transact business under the fictitious business name or names listed above on N/A. NOTICE- This Fictitious Name Statement expires five years from the date it was filed in the office of the County Clerk. A new Fictitious Business Name Statement must be filed prior to that date. The filing of this statement does not of itself authorize the use in this state of a Fictitious Business Name in violation of the rights of another under Federal, State, or common law (See section 14411 et seq. Business and Professions Code)Publish: Mountain Views News/JDC xyxy=(458,184,679,334)
notice-heading: FICTITIOUS BUSINESS NAME STATEMENT File No. 2021-175017 xyxy=(458,350,671,360)
notice-heading: FICTITIOUS BUSINESS NAME STATEMENT File No. 2021-174971 xyxy=(6,1883,218,1893)
notice-heading: FICTITIOUS BUSINESS NAME STATEMENT File No. 2021-174948 xyxy=(458,997,671,1006)
notice-publication-dates: Dates Pub: AUG 7, 14, 21, 28, 2021 xyxy=(684,842,791,851)
notice-body: This Business is conducted by AN INDIVIDUAL. Signed: ADRIANA MARIE HERNANDEZ. This statement was filed with the County Clerk of Los Angeles County on 08/06/021. The registrant(s) has (have) commenced to transact business under the fictitious business name or names listed above on N/A. NOTICE- This Fictitious Name Statement expires five years from the date it was filed in the office of the County Clerk. A new Fictitious Business Name Statement must be filed prior to that date. The filing of this statement does not of itself authorize the use in this state of a Fictitious Business Name in violation of the rights of another under Federal, State, or common law (See section 14411 et seq. Business and Professions Code)Publish: Mountain Views News/JDC xyxy=(232,56,452,158)
notice-publication-dates: Dates Pub: JULY 31, AUG 7, 14, 21, 2021 xyxy=(1137,1192,1263,1202)
legal-notice xyxy=(458,508,679,666)
legal-notice xyxy=(458,176,679,344)
legal-notice xyxy=(684,1347,905,1497)
notice-body: The following person(s) is (are) doing business as: NAMELESS RED, 5915 ALLINGTON ST, LAKEWOOD, CA 90713. Full name of registrant(s) is (are) MARIANO CRUZ, 5915 ALLINGTON ST, LAKEWOOD, CA 90713. This Business is conducted by AN INDIVIDUAL. Signed: MARIANO CRUZ. This statement was filed with the County Clerk of Los Angeles County on 07/22/2021. The registrant(s) has (have) commenced to transact business under the fictitious business name or names listed above on N/A. NOTICE- This Fictitious Name Statement expires five years from the date it was filed in the office of the County Clerk. A new Fictitious Business Name Statement must be filed prior to that date. The filing of this statement does not of itself authorize the use in this state of a Fictitious Business Name in violation of the rights of another under Federal, State, or common law (See section 14411 et seq. Business and Professions Code) xyxy=(1137,1062,1357,1192)
notice-heading: FICTITIOUS BUSINESS NAME STATEMENT File No. 2021-174407 xyxy=(458,1577,671,1587)
notice-body: The following person(s) is (are) doing business as: CAFE LANDWEHR, 1000 S. ANN ARBOR AVE, MONROVIA, CA 91016. xyxy=(911,1625,1131,1644)
notice-body: The following person(s) is (are) doing business as: KDMR GAS, 16705 PEMBERTON ST, ADELANTO, CA 92301. Full name of registrant(s) is (are) ROCHELLE BLACKMAN-BASS, 16705 PEMBERTON ST, ADELANTO, CA 92301. This Business is conducted by AN INDIVIDUAL. Signed: KIM ROCHELLE BLACKMAN-BASS. This statement was filed with the County Clerk of Los Angeles County on 07/30/021. The registrant(s) has (have) commenced to transact business under the fictitious business name or names listed above on N/A. NOTICE- This Fictitious Name Statement expires five years from the date it was filed in the office of the County Clerk. A new Fictitious Business Name Statement must be filed prior to that date. The filing of this statement does not of itself authorize the use in this state of a Fictitious Business Name in violation of the rights of another under Federal, State, or common law (See section 14411 et seq. Business and Professions Code)Publish: Mountain Views News/JDC xyxy=(684,868,905,1007)
notice-body: The following person(s) CARLOS ENRIQUE ALVAREZ DIAZ has abandoned the use of the fictitious business name: ALVAREZ RENTALS AND EVENTS, 6505 FIRESTONE BLVD, SOUTH GATE, CA 90280. The fictitious business name referred to above was filed in the County of Los Angeles on 09/17/2020, original file number 2020174890. The business was conducted by: A LIMITED LIABILITY COMPANY. I declare that all information in this statement is true and correct. (A registrant who declares as true information which he or she knows to be false is guilty of a crime.) CARLOS ENRIQUE ALVAREZ DIAZ. This statement was filed with the County Clerk of Los Angeles County on 08/06/2021. Publish: Mountain Views News/JDC xyxy=(458,1181,679,1284)
notice-body: The following person(s) is (are) doing business as: WONDER VISION, 2235 QUARTZ AVE, WINNETKA, CA 91306. Full name of registrant(s) is (are) BEATRIZ GOMEZ, 2235 QUARTZ AVE, WINNETKA, CA 91306. This Business is conducted by AN INDIVIDUAL. Signed: BEATRIZ GOMEZ, OWNER. This statement was filed with the County Clerk of Los Angeles County on 07/27/2021. The registrant(s) has (have) commenced to transact business under the fictitious business name or names listed above on 07/21/2021. NOTICE- This Fictitious Name Statement expires five years from the date it was filed in the office of the County Clerk. A new Fictitious Business Name Statement must be filed prior to that date. The filing of this statement does not of itself authorize the use in this state of a Fictitious Business Name in violation of the rights of another under Federal, State, or common law (See section 14411 et seq. Business and Professions Code) xyxy=(911,1202,1131,1332)
notice-heading: FICTITIOUS BUSINESS NAME STATEMENT File No. 2021165714 xyxy=(1137,554,1347,564)
legal-notice xyxy=(458,997,679,1155)
legal-notice xyxy=(6,222,226,380)
legal-notice xyxy=(684,545,905,695)
legal-notice xyxy=(458,1163,679,1293)
legal-notice xyxy=(1137,1614,1357,1689)
notice-body: The following person(s) is (are) doing business as: OKRA WAREHOUSE PRODUCTS, 221 W ALAMEDA AVE STE 104, BURBANK, CA 91502. Full name of registrant(s) is (are) JESSICA COLLINS, 221 W ALAMEDA AVE STE 104, BURBANK, CA 91502. This Business is conducted by AN INDIVIDUAL. Signed: JESSICA COLLINS. This statement was filed with the County Clerk of Los Angeles County on 08/06/021. The registrant(s) has (have) commenced to transact business under the fictitious business name or names listed above on N/A. NOTICE- This Fictitious Name Statement expires five years from the date it was filed in the office of the County Clerk. A new Fictitious Business Name Statement must be filed prior to that date. The filing of this statement does not of itself authorize the use in this state of a Fictitious Business Name in violation of the rights of another under Federal, State, or common law (See section 14411 et seq. Business and Professions Code)Publish: Mountain Views News/JDC xyxy=(232,1513,452,1653)
notice-publication-dates: Dates Pub: AUG 7, 14, 21, 28, 2021 xyxy=(684,1754,791,1764)
notice-body: The following person(s) is (are) doing business as: JL COMMUNICATIONS, 9335 CAMP CREEK LN, DIAMOND BAR, CA 91765. Full name of registrant(s) is (are) JOHN VALDES LORENZO, 9335 CAMP CREEK LN, DIAMOND BAR, CA 91765. This Business is conducted by AN INDIVIDUAL. Signed: JOHN VALDES LORENZO. This statement was filed with the County Clerk of Los Angeles County on 08/06/021. The registrant(s) has (have) commenced to transact business under the fictitious business name or names listed above on N/A. NOTICE- This Fictitious Name Statement expires five years from the date it was filed in the office of the County Clerk. A new Fictitious Business Name Statement must be filed prior to that date. The filing of this statement does not of itself authorize the use in this state of a Fictitious Business Name in violation of the rights of another under Federal, State, or common law (See section 14411 et seq. Business and Professions Code)Publish: Mountain Views News/JDC xyxy=(232,1015,452,1155)
notice-publication-dates: Dates Pub: JULY 31, AUG 7, 14, 21, 2021 xyxy=(1137,1679,1263,1689)
notice-heading: FICTITIOUS BUSINESS NAME STATEMENT File No. 2021-174969 xyxy=(232,342,445,351)
notice-heading: FICTITIOUS BUSINESS NAME STATEMENT File No. 2021-174493 xyxy=(6,56,218,65)
legal-notice xyxy=(232,176,452,334)
legal-notice xyxy=(684,1504,905,1663)
notice-heading: FICTITIOUS BUSINESS NAME STATEMENT File No. 2021-171777 xyxy=(684,702,897,711)
footer-website[interactable]: Website: www.mtnviewsnews.com xyxy=(1018,2554,1218,2568)
notice-heading: FICTITIOUS BUSINESS NAME STATEMENT File No. 2021-171685 xyxy=(684,213,897,222)
notice-body: The following person(s) is (are) doing business as: BBP FASHIONS FUSION, 320 W MADRE BLVD, PASADENA, CA 91107. Full name of registrant(s) is (are) YU NAN LLC, 320 W MADRE BLVD, PASADENA, CA 91107. This Business is conducted by A LIMITED LIABILITY COMPANY. Signed: YU NAN, PRESIDENT. This statement was filed with the County Clerk of Los Angeles County on 07/27/2021. The registrant(s) has (have) commenced to transact business under the fictitious business name or names listed above on N/A. NOTICE- This Fictitious Name Statement expires five years from the date it was filed in the office of the County Clerk. A new Fictitious Business Name Statement must be filed prior to that date. The filing of this statement does not of itself authorize the use in this state of a Fictitious Business Name in violation of the rights of another under Federal, State, or common law (See section 14411 et seq. Business and Professions Code) xyxy=(911,1044,1131,1175)
notice-body: The following person(s) is (are) doing business as: POLYNESIAN LEGACY GROUP, 85 E 59TH ST, LONG BEACH, CA 90805. Full name of registrant(s) is (are) TAUSILI SA FALEOFO, 85 E 59TH ST, LONG BEACH, CA 90805. This Business is conducted by AN INDIVIDUAL. Signed: SA FALEOFO. This statement was filed with the County Clerk of Los Angeles County on 08/06/021. The registrant(s) has (have) commenced to transact business under the fictitious business name or names listed above on N/A. NOTICE- This Fictitious Name Statement expires five years from the date it was filed in the office of the County Clerk. A new Fictitious Business Name Statement must be filed prior to that date. The filing of this statement does not of itself authorize the use in this state of a Fictitious Business Name in violation of the rights of another under Federal, State, or common law (See section 14411 et seq. Business and Professions Code)Publish: Mountain Views News/JDC xyxy=(458,360,679,491)
notice-publication-dates: Dates Pub: AUG 14, 21, 28, SEP 04, 2021 xyxy=(232,1819,357,1829)
legal-notice xyxy=(911,1192,1131,1341)
legal-notice xyxy=(1137,1495,1357,1606)
notice-body: The following person(s) is (are) doing business as: MDS EXPORT SERVICES, 13128 TELEGRAPH RD, SANTA FE SPRINGS, CA 90670. Full name of registrant(s) is (are) THE KANON COMPANY LLC, 13128 TELEGRAPH RD, SANTA FE SPRINGS, CA 90670. This Business is conducted by A LIMITED LIABILITY COMPANY. Signed: MARK DAVIS. This statement was filed with the County Clerk of Los Angeles County on 08/06/021. The registrant(s) has (have) commenced to transact business under the fictitious business name or names listed above on N/A. NOTICE- This Fictitious Name Statement expires five years from the date it was filed in the office of the County Clerk. A new Fictitious Business Name Statement must be filed prior to that date. The filing of this statement does not of itself authorize the use in this state of a Fictitious Business Name in violation of the rights of another under Federal, State, or common law (See section 14411 et seq. Business and Professions Code)Publish: Mountain Views News/JDC xyxy=(232,1347,452,1487)
notice-publication-dates: Dates Pub: AUG 7, 14, 21, 28, 2021 xyxy=(684,1487,791,1497)
page-footer xyxy=(0,2547,1367,2576)
notice-heading: FICTITIOUS BUSINESS NAME STATEMENT File No. 2021165249 xyxy=(911,1616,1120,1625)
notice-publication-dates: Dates Pub: AUG 7, 14, 21, 28, 2021 xyxy=(684,1653,791,1663)
notice-heading: FICTITIOUS BUSINESS NAME STATEMENT File No. 2021-175015 xyxy=(6,886,218,896)
notice-publication-dates: Dates Pub: AUG 14, 21, 28, SEP 04, 2021 xyxy=(6,703,131,712)
notice-body: The following person(s) is (are) doing business as: AB MOBILE CARWASH & DETAILING, 411 E DENKER ST, LOS ANGELES, CA 90003. Full name of registrant(s) is (are) ANTONIO ELISEO MERINO PEREZ, 8331 S. INGMAN ST, LOS ANGELES, CA 90003. This Business is conducted by AN INDIVIDUAL. Signed: ANTONIO ELISEO MERINO PEREZ. This statement was filed with the County Clerk of Los Angeles County on 07/29/021. The registrant(s) has (have) commenced to transact business under the fictitious business name or names listed above on N/A. NOTICE- This Fictitious Name Statement expires five years from the date it was filed in the office of the County Clerk. A new Fictitious Business Name Statement must be filed prior to that date. The filing of this statement does not of itself authorize the use in this state of a Fictitious Business Name in violation of the rights of another under Federal, State, or common law (See section 14411 et seq. Business and Professions Code)Publish: Mountain Views News/JDC xyxy=(684,222,905,362)
notice-body: The following person(s) is (are) doing business as: CLINICA MEDICA FAMILIAR LA PUENTE, 18406 E HACIENDA BLVD STE 1, LA PUENTE, CA 91744. Full name of registrant(s) is (are) BEST HEALTH MEDICAL GROUP, 18406 E HACIENDA BLVD STE 1, LA PUENTE, CA 91744. This Business is conducted by A CORPORATION. Signed: GISELE GARCIA. This statement was filed with the County Clerk of Los Angeles County on 08/06/021. The registrant(s) has (have) commenced to transact business under the fictitious business name or names listed above on N/A. NOTICE- This Fictitious Name Statement expires five years from the date it was filed in the office of the County Clerk. A new Fictitious Business Name Statement must be filed prior to that date. The filing of this statement does not of itself authorize the use in this state of a Fictitious Business Name in violation of the rights of another under Federal, State, or common law (See section 14411 et seq. Business and Professions Code)Publish: Mountain Views News/JDC xyxy=(6,1560,226,1700)
legal-notice xyxy=(232,508,452,666)
legal-notice xyxy=(684,1670,905,1764)
notice-column xyxy=(458,56,679,2543)
notice-heading: FICTITIOUS BUSINESS NAME STATEMENT File No. 2021165056 xyxy=(911,1348,1120,1358)
notice-heading: FICTITIOUS BUSINESS NAME STATEMENT File No. 2021-174907 xyxy=(6,1384,218,1394)
notice-publication-dates: Dates Pub: JULY 31, AUG 7, 14, 21, 2021 xyxy=(1137,1597,1263,1606)
notice-publication-dates: Dates Pub: AUG 14, 21, 28, SEP 04, 2021 xyxy=(232,490,357,500)
notice-heading: FICTITIOUS BUSINESS NAME STATEMENT File No. 2021-174967 xyxy=(232,1503,445,1513)
notice-publication-dates: Dates Pub: AUG 14, 21, 28, SEP 04, 2021 xyxy=(232,1155,357,1165)
notice-publication-dates: Dates Pub: AUG 14, 21, 28, SEP 04, 2021 xyxy=(232,1321,357,1331)
notice-body: The following person(s) is (are) doing business as: BECERRA SAUSAGE & MEATS, 2126 PARK BOND AVE, DUARTE, CA 91010. Full name of registrant(s) is (are) LUIS BECERRA, 2126 PARK BOND AVE, DUARTE, CA 91010. This Business is conducted by A MARRIED COUPLE. Signed: BENI BECERRA. This statement was filed with the County Clerk of Los Angeles County on 08/02/021. The registrant(s) has (have) commenced to transact business under the fictitious business name or names listed above on 06/2001. NOTICE- This Fictitious Name Statement expires five years from the date it was filed in the office of the County Clerk. A new Fictitious Business Name Statement must be filed prior to that date. The filing of this statement does not of itself authorize the use in this state of a Fictitious Business Name in violation of the rights of another under Federal, State, or common law (See section 14411 et seq. Business and Professions Code)Publish: Mountain Views News/JDC xyxy=(684,710,905,842)
legal-notice xyxy=(1137,720,1357,878)
notice-body: The following person(s) is (are) doing business as: USA HOOPING, 900 S LENNOX AVE, WALNUT, CA 91789. Full name of registrant(s) is (are) BENJAMIN DAVID ROMERO, 900 S LENNOX AVE, WALNUT, CA 91789. This Business is conducted by AN INDIVIDUAL. Signed: BENJAMIN DAVID ROMERO. This statement was filed with the County Clerk of Los Angeles County on 07/22/2021. xyxy=(1137,1624,1357,1679)
legal-notice xyxy=(911,56,1131,224)
notice-body: The following person(s) is (are) doing business as: ALVAREZ PRINTS AND CO., 1455 ST LOUIS AVE, LONG BEACH, CA 90804. Full name of registrant(s) is (are) SERAIL GONZALEZ, 1455 ST LOUIS AVE, LONG BEACH, CA 90804; ARTURO SOLIS, 1455 ST LOUIS AVE, LONG BEACH, CA 90804. This Business is conducted by A GENERAL PARTNERSHIP. Signed: ARTURO SOLIS. This statement was filed with the County Clerk of Los Angeles County on 07/22/2021. The registrant(s) has (have) commenced to transact business under the fictitious business name or names listed above on N/A. NOTICE- This Fictitious Name Statement expires five years from the date it was filed in the office of the County Clerk. A new Fictitious Business Name Statement must be filed prior to that date. The filing of this statement does not of itself authorize the use in this state of a Fictitious Business Name in violation of the rights of another under Federal, State, or common law (See section 14411 et seq. Business and Professions Code) xyxy=(1137,397,1357,538)
notice-publication-dates: Dates Pub: AUG 14, 21, 28, SEP 04, 2021 xyxy=(6,537,131,546)
notice-publication-dates: Dates Pub: AUG 14, 21, 28, SEP 04, 2021 xyxy=(458,1403,583,1412)
notice-heading: FICTITIOUS BUSINESS NAME STATEMENT File No. 2021-170992 xyxy=(911,56,1123,65)
notice-publication-dates: Dates Pub: AUG 14, 21, 28, SEP 04, 2021 xyxy=(6,1534,131,1543)
notice-body: The following person(s) is (are) doing business as: MEXIPOINTE, 10121 PAINTER AVE, SANTA FE SPRINGS, CA 90670. Full name of registrant(s) is (are) JESUS OMAR CORRAL-BAUTISTA, 6014 MAGNOLIA AVE, WHITTIER, CA 90601. This Business is conducted by AN INDIVIDUAL. Signed: JESUS OMAR CORRAL-BAUTISTA. This statement was filed with the County Clerk of Los Angeles County on 08/06/021. The registrant(s) has (have) commenced to transact business under the fictitious business name or names listed above on N/A. NOTICE- This Fictitious Name Statement expires five years from the date it was filed in the office of the County Clerk. A new Fictitious Business Name Statement must be filed prior to that date. The filing of this statement does not of itself authorize the use in this state of a Fictitious Business Name in violation of the rights of another under Federal, State, or common law (See section 14411 et seq. Business and Professions Code)Publish: Mountain Views News/JDC xyxy=(232,1181,452,1321)
legal-notice xyxy=(458,351,679,501)
notice-publication-dates: Dates Pub: AUG 14, 21, 28, SEP 04, 2021 xyxy=(6,1035,131,1044)
notice-publication-dates: Dates Pub: AUG 14, 21, 28, SEP 04, 2021 xyxy=(458,813,583,823)
notice-body: The following person(s) is (are) doing business as: OMEGA GRAPHICS DESIGNS, 11879 FLUSHING ST, VICTORVILLE, CA 92392. Full name of registrant(s) is (are) JACQUELINE GARCIA, 11879 FLUSHING ST, VICTORVILLE, CA 92392. This Business is conducted by AN INDIVIDUAL. Signed: JACQUELINE GARCIA. This statement was filed with the County Clerk of Los Angeles County on 08/06/021. The registrant(s) has (have) commenced to transact business under the fictitious business name or names listed above on N/A. NOTICE- This Fictitious Name Statement expires five years from the date it was filed in the office of the County Clerk. A new Fictitious Business Name Statement must be filed prior to that date. The filing of this statement does not of itself authorize the use in this state of a Fictitious Business Name in violation of the rights of another under Federal, State, or common law (See section 14411 et seq. Business and Professions Code)Publish: Mountain Views News/JDC xyxy=(232,1679,452,1819)
notice-heading: FICTITIOUS BUSINESS NAME STATEMENT File No. 2021-171681 xyxy=(684,1347,897,1357)
notice-heading: FICTITIOUS BUSINESS NAME STATEMENT File No. 2021147003 xyxy=(911,729,1120,739)
legal-notice xyxy=(232,56,452,168)
notice-publication-dates: Dates Pub: AUG 14, 21, 28, SEP 04, 2021 xyxy=(232,656,357,666)
notice-heading: FICTITIOUS BUSINESS NAME STATEMENT File No. 2021165749 xyxy=(1137,1052,1347,1062)
notice-heading: FICTITIOUS BUSINESS NAME STATEMENT File No. 2021-175166 xyxy=(458,176,671,185)
notice-body: The following person(s) is (are) doing business as: TAINAN'S ART, 2003 E SAN GABRIEL BLVD, SAN GABRIEL, CA 91776. Full name of registrant(s) is (are) JIA XINHENG, 4420 MAXSON RD, EL MONTE, CA 91732. This Business is conducted by AN INDIVIDUAL. Signed: JIA XINHENG. This statement was filed with the County Clerk of Los Angeles County on 08/05/021. The registrant(s) has (have) commenced to transact business under the fictitious business name or names listed above on N/A. NOTICE- This Fictitious Name Statement expires five years from the date it was filed in the office of the County Clerk. A new Fictitious Business Name Statement must be filed prior to that date. The filing of this statement does not of itself authorize the use in this state of a Fictitious Business Name in violation of the rights of another under Federal, State, or common law (See section 14411 et seq. Business and Professions Code)Publish: Mountain Views News/JDC xyxy=(458,683,679,813)
legal-notice xyxy=(232,674,452,832)
notice-column xyxy=(1137,56,1357,2543)
notice-heading: FICTITIOUS BUSINESS NAME STATEMENT File No. 2021-174909 xyxy=(458,830,671,840)
notice-heading: FICTITIOUS BUSINESS NAME STATEMENT File No. 2021-174301 xyxy=(458,508,671,517)
notice-body: The following person(s) is (are) doing business as: GONZALES POOL REPAIR, 7144 NORWALK AVE, BELL GARDENS, CA 90201. Full name of registrant(s) is (are) LEONARDO RAFAEL MARTINEZ, 6071 MINES AVE, PICO RIVERA, CA 90660. This Business is conducted by A GENERAL PARTNERSHIP. Signed: LEONARDO RAFAEL MARTINEZ. This statement was filed with the County Clerk of Los Angeles County on 08/05/021. The registrant(s) has (have) commenced to transact business under the fictitious business name or names listed above on 08/2021. NOTICE- This Fictitious Name Statement expires five years from the date it was filed in the office of the County Clerk. A new Fictitious Business Name Statement must be filed prior to that date. The filing of this statement does not of itself authorize the use in this state of a Fictitious Business Name in violation of the rights of another under Federal, State, or common law (See section 14411 et seq. Business and Professions Code)Publish: Mountain Views News/JDC xyxy=(232,184,452,325)
notice-publication-dates: Dates Pub: AUG 14, 21, 28, SEP 04, 2021 xyxy=(458,1726,583,1735)
legal-notice xyxy=(1137,886,1357,1044)
legal-notice xyxy=(684,380,905,538)
notice-heading: FICTITIOUS BUSINESS NAME STATEMENT File No. 2021-170967 xyxy=(684,1503,897,1513)
notice-publication-dates: Dates Pub: JULY 31, AUG 7, 14, 21, 2021 xyxy=(1137,869,1263,878)
legal-notice xyxy=(1137,554,1357,712)
notice-publication-dates: Dates Pub: AUG 7, 14, 21, 28, 2021 xyxy=(911,215,1017,224)
legal-notice xyxy=(1137,1367,1357,1488)
notice-body: The following person(s) is (are) doing business as: THAI FOOD, 7641 THAI FOOD, 2653 E GAGE AVE, HUNTINGTON PARK, CA 90255. Full name of registrant(s) is (are) BAD THAI FOOD INC, 2653 E GAGE AVE, HUNTINGTON PARK, CA 90255. This Business is conducted by A CORPORATION. Signed: JONATHAN DRAKE. This statement was filed with the County Clerk of Los Angeles County on 08/05/021. The registrant(s) has (have) commenced to transact business under the fictitious business name or names listed above on N/A. NOTICE- This Fictitious Name Statement expires five years from the date it was filed in the office of the County Clerk. A new Fictitious Business Name Statement must be filed prior to that date. The filing of this statement does not of itself authorize the use in this state of a Fictitious Business Name in violation of the rights of another under Federal, State, or common law (See section 14411 et seq. Business and Professions Code)Publish: Mountain Views News/JDC xyxy=(232,516,452,657)
notice-heading: FICTITIOUS BUSINESS NAME STATEMENT File No. 2021-174962 xyxy=(6,1550,218,1560)
notice-publication-dates: Dates Pub: AUG 14, 21, 28, SEP 04, 2021 xyxy=(232,1487,357,1497)
notice-publication-dates: Dates Pub: AUG 14, 21, 28, SEP 04, 2021 xyxy=(6,371,131,380)
notice-heading: FICTITIOUS BUSINESS NAME STATEMENT File No. 2021-174971 xyxy=(232,1006,445,1015)
legal-notice xyxy=(6,554,226,712)
notice-publication-dates: Dates Pub: AUG 14, 21, 28, SEP 04, 2021 xyxy=(458,979,583,989)
notice-heading: FICTITIOUS BUSINESS NAME STATEMENT File No. 2021-174169 xyxy=(6,1716,218,1726)
notice-publication-dates: Dates Pub: AUG 14, 21, 28, SEP 04, 2021 xyxy=(232,324,357,334)
legal-notice xyxy=(6,388,226,546)
notice-publication-dates: Dates Pub: AUG 14, 21, 28, SEP 04, 2021 xyxy=(6,1866,131,1875)
notice-heading: FICTITIOUS BUSINESS NAME STATEMENT File No. 2021-171706 xyxy=(684,1024,897,1034)
notice-heading: FICTITIOUS BUSINESS NAME STATEMENT File No. 2021165709 xyxy=(1137,1495,1347,1504)
notice-heading: FICTITIOUS BUSINESS NAME STATEMENT File No. 2021165762 xyxy=(1137,1614,1347,1624)
footer-office: Office: 626.355.2737 xyxy=(544,2554,667,2568)
legal-notice xyxy=(458,674,679,823)
legal-notice xyxy=(458,1743,679,1836)
notice-column xyxy=(6,56,226,2543)
notice-body: The following person(s) is (are) doing business as: TORO LOCO, 901 E MARIE AVE, MONTEREY PARK, CA 91755. Full name of registrant(s) is (are) ALEJANDRO JUAN CHAN, 901 E MARIE AVE, MONTEREY PARK, CA 91755. This Business is conducted by A MARRIED COUPLE. Signed: ALEJANDRO JUAN CHAN. This statement was filed with the County Clerk of Los Angeles County on 08/06/021. The registrant(s) has (have) commenced to transact business under the fictitious business name or names listed above on N/A. NOTICE- This Fictitious Name Statement expires five years from the date it was filed in the office of the County Clerk. A new Fictitious Business Name Statement must be filed prior to that date. The filing of this statement does not of itself authorize the use in this state of a Fictitious Business Name in violation of the rights of another under Federal, State, or common law (See section 14411 et seq. Business and Professions Code)Publish: Mountain Views News/JDC xyxy=(458,1430,679,1560)
notice-body: The following person(s) is (are) doing business as: TUSCANY FOOD PLAZA, 2200 N OLYMPIC BLVD, LOS ANGELES, CA 90006. Full name of registrant(s) is (are) OLYMPIC PROPERTY, INC., 2200 N OLYMPIC BLVD, LOS ANGELES, CA 90006. This Business is conducted by A CORPORATION. Signed: MARCOS YOUSOU. This statement was filed with the County Clerk of Los Angeles County on 08/02/021. The registrant(s) has (have) commenced to transact business under the fictitious business name or names listed above on N/A. NOTICE- This Fictitious Name Statement expires five years from the date it was filed in the office of the County Clerk. A new Fictitious Business Name Statement must be filed prior to that date. The filing of this statement does not of itself authorize the use in this state of a Fictitious Business Name in violation of the rights of another under Federal, State, or common law (See section 14411 et seq. Business and Professions Code)Publish: Mountain Views News/JDC xyxy=(911,407,1131,546)
notice-publication-dates: Dates Pub: AUG 14, 21, 28, SEP 04, 2021 xyxy=(458,158,583,168)
notice-publication-dates: Publish: ED Mountain Views News Dates Pub: AUG 7, 14, 21, 28, 2021 xyxy=(911,1332,1125,1341)
notice-heading: FICTITIOUS BUSINESS NAME STATEMENT File No. 2021-170569 xyxy=(684,545,897,554)
footer-city: Sierra Madre, CA 91024 xyxy=(389,2554,530,2568)
notice-publication-dates: Dates Pub: AUG 7, 14, 21, 28, 2021 xyxy=(911,546,1017,556)
notice-publication-dates: Dates Pub: AUG 14, 21, 28, SEP 04, 2021 xyxy=(6,205,131,215)
notice-heading: FICTITIOUS BUSINESS NAME STATEMENT File No. 2021168456 xyxy=(911,1192,1120,1202)
notice-body: The following person(s) is (are) doing business as: OMEGA ELECTRIC COMPANY, 11900 SHOEMAKER AVE SUITE H, NORWALK, CA 90650. Full name of registrant(s) is (are) OMEGA ELECTRIC CO. LLC, 11900 SHOEMAKER AVE SUITE H, NORWALK, CA 90650. This Business is conducted by A LIMITED LIABILITY COMPANY. Signed: MIGUEL ORTEGA. This statement was filed with the County Clerk of Los Angeles County on 07/29/021. The registrant(s) has (have) commenced to transact business under the fictitious business name or names listed above on N/A. NOTICE- This Fictitious Name Statement expires five years from the date it was filed in the office of the County Clerk. A new Fictitious Business Name Statement must be filed prior to that date. The filing of this statement does not of itself authorize the use in this state of a Fictitious Business Name in violation of the rights of another under Federal, State, or common law (See section 14411 et seq. Business and Professions Code)Publish: Mountain Views News/JDC xyxy=(911,65,1131,215)
notice-body: The following person(s) is (are) doing business as: LOGISTICS, 11015 DINE ST, NORWALK, CA 90650. Full name of registrant(s) is (are) KARLA STEPHANIE CISNEROS, 11015 DINE ST, NORWALK, CA 90650. This Business is conducted by A GENERAL PARTNERSHIP. Signed: KARLA STEPHANIE CISNEROS. This statement was filed with the County Clerk of Los Angeles County on 08/02/021. The registrant(s) has (have) commenced to transact business under the fictitious business name or names listed above on N/A. NOTICE- This Fictitious Name Statement expires five years from the date it was filed in the office of the County Clerk. A new Fictitious Business Name Statement must be filed prior to that date. The filing of this statement does not of itself authorize the use in this state of a Fictitious Business Name in violation of the rights of another under Federal, State, or common law (See section 14411 et seq. Business and Professions Code)Publish: Mountain Views News/JDC xyxy=(684,1034,905,1165)
notice-publication-dates: Dates Pub: AUG 7, 14, 21, 28, 2021 xyxy=(684,684,791,694)
notice-heading: FICTITIOUS BUSINESS NAME STATEMENT File No. 2021165722 xyxy=(1137,1366,1347,1375)
legal-notice xyxy=(458,831,679,989)
legal-notice xyxy=(1137,1209,1357,1359)
notice-publication-dates: Dates Pub: AUG 7, 14, 21, 28, 2021 xyxy=(684,1164,791,1173)
notice-publication-dates: Dates Pub: AUG 14, 21, 28, SEP 04, 2021 xyxy=(458,490,583,500)
legal-notice xyxy=(6,1551,226,1709)
notice-heading: FICTITIOUS BUSINESS NAME STATEMENT File No. 2021-175464 xyxy=(232,1669,445,1679)
notice-publication-dates: Dates Pub: AUG 14, 21, 28, SEP 04, 2021 xyxy=(458,1283,583,1293)
notice-publication-dates: Dates Pub: AUG 14, 21, 28, SEP 04, 2021 xyxy=(232,989,357,998)
legal-notice xyxy=(1137,388,1357,546)
notice-heading: FICTITIOUS BUSINESS NAME STATEMENT File No. 2021165719 xyxy=(1137,1209,1347,1219)
legal-notice xyxy=(911,730,1131,1028)
legal-notice xyxy=(911,564,1131,722)
notice-body: The following person(s) is (are) doing business as: WEST COAST MACHINERY MOVING, 4070 VIRSTA AVE # 20, LOS ANGELES, CA 90039. Full name of registrant(s) is (are) AURELIO SALINAS, 4124-S MANSFIELD ROAD UNIT C, LOS ANGELES, CA 90008. This Business is conducted by AN INDIVIDUAL. Signed: AURELIO SALINAS. This statement was filed with the County Clerk of Los Angeles County on 08/06/021. The registrant(s) has (have) commenced to transact business under the fictitious business name or names listed above on N/A. NOTICE- This Fictitious Name Statement expires five years from the date it was filed in the office of the County Clerk. A new Fictitious Business Name Statement must be filed prior to that date. The filing of this statement does not of itself authorize the use in this state of a Fictitious Business Name in violation of the rights of another under Federal, State, or common law (See section 14411 et seq. Business and Professions Code)Publish: Mountain Views News/JDC xyxy=(458,1006,679,1145)
